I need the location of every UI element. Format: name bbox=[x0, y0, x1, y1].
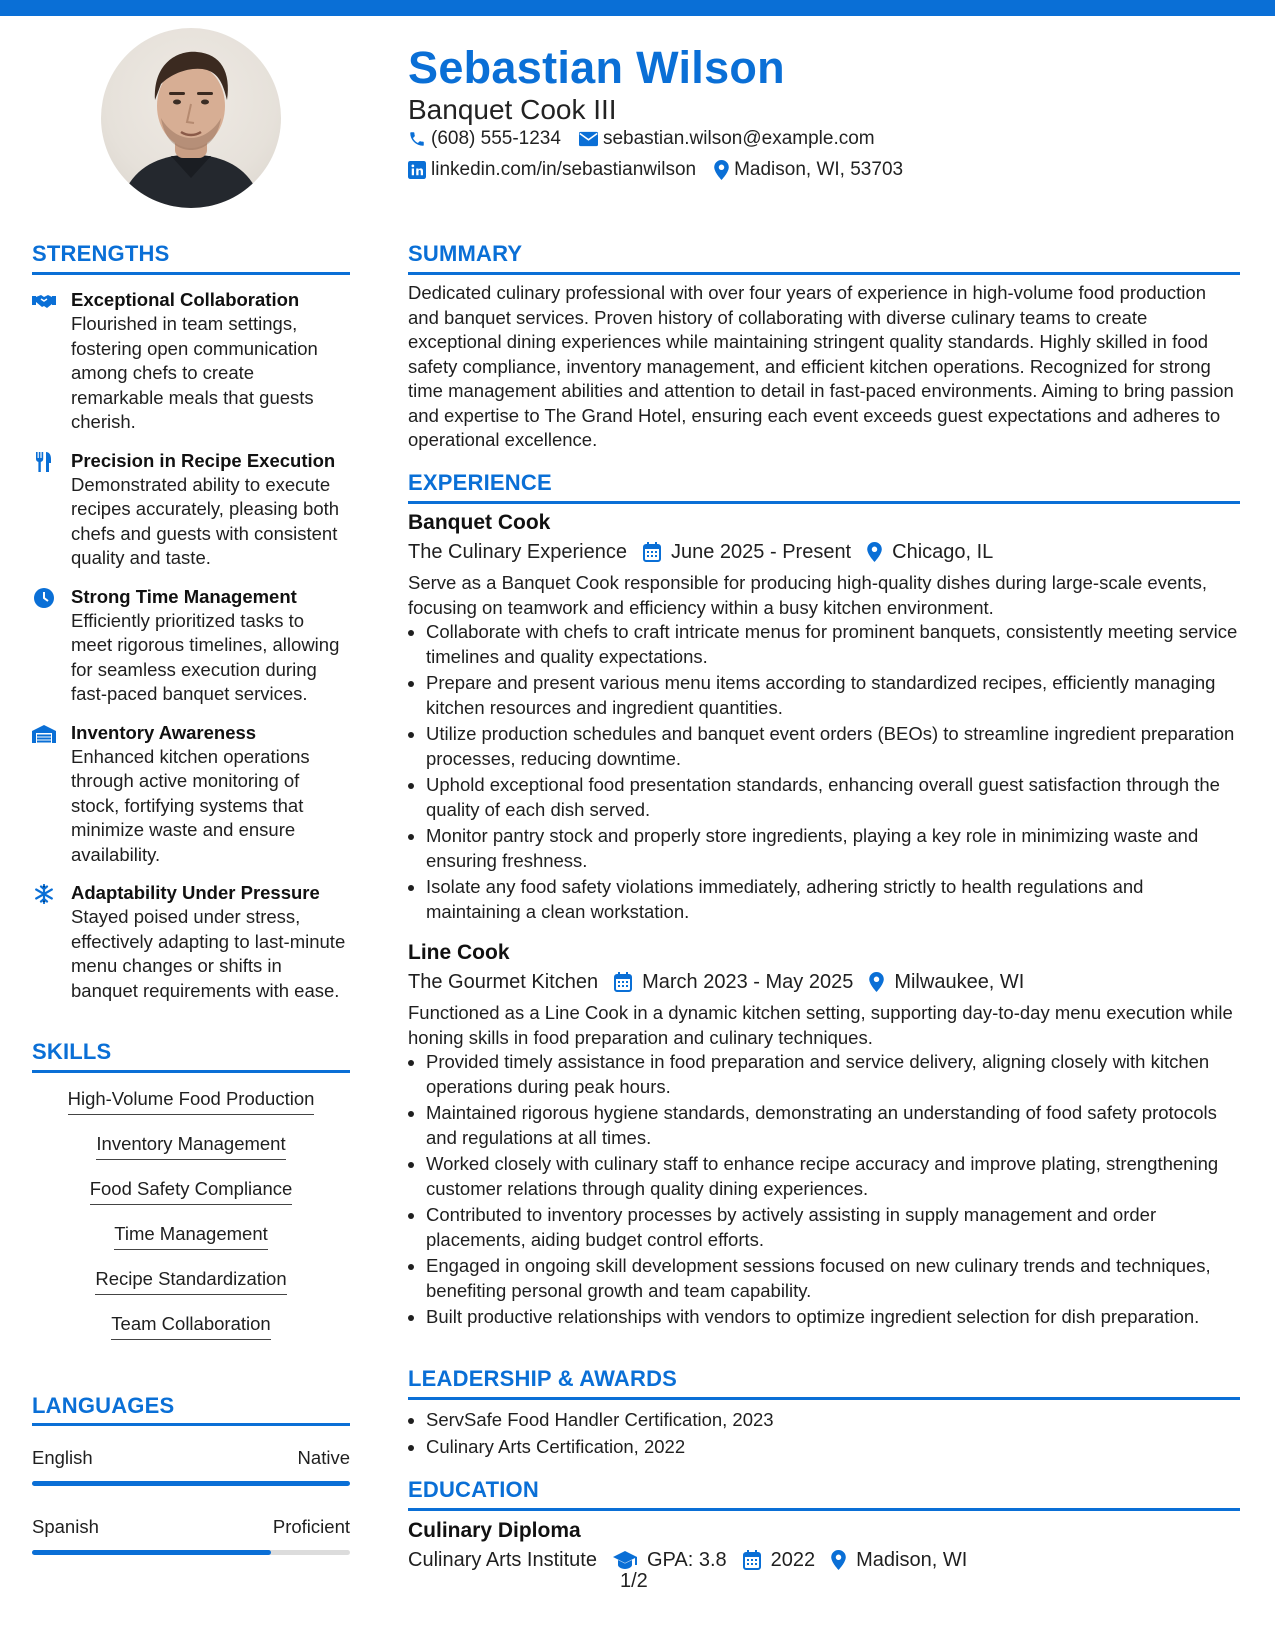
education-rule bbox=[408, 1508, 1240, 1511]
education-year: 2022 bbox=[770, 1549, 816, 1571]
job-bullet: • Engaged in ongoing skill development sessions focused on new culinary trends and techniques, benefiting personal growth and team capability. bbox=[426, 1254, 1240, 1303]
languages-heading: LANGUAGES bbox=[32, 1393, 175, 1418]
awards-list bbox=[408, 1408, 1240, 1461]
skills-rule bbox=[32, 1070, 350, 1073]
strength-desc: Enhanced kitchen operations through active monitoring of stock, fortifying systems that minimize waste and ensure availability. bbox=[71, 745, 310, 865]
strength-title: Exceptional Collaboration bbox=[71, 289, 300, 310]
summary-heading: SUMMARY bbox=[408, 241, 523, 266]
map-pin-icon bbox=[831, 1550, 846, 1570]
map-pin-icon bbox=[714, 160, 729, 180]
phone-text: (608) 555-1234 bbox=[431, 128, 561, 149]
job-bullets bbox=[408, 620, 1240, 924]
strength-desc: Stayed poised under stress, effectively adapting to last-minute menu changes or shifts in banquet requirements with ease. bbox=[71, 906, 346, 1001]
skill-item: Team Collaboration bbox=[111, 1312, 270, 1340]
clock-icon bbox=[32, 587, 56, 609]
job-bullet: • Isolate any food safety violations immediately, adhering strictly to health regulations and maintaining a clean workstation. bbox=[426, 875, 1240, 924]
award-item: • ServSafe Food Handler Certification, 2023 bbox=[426, 1408, 1240, 1433]
job-bullet: • Prepare and present various menu items according to standardized recipes, efficiently managing kitchen resources and ingredient quantities. bbox=[426, 671, 1240, 720]
utensils-icon bbox=[32, 451, 56, 473]
language-name: English bbox=[32, 1447, 93, 1468]
language-level: Proficient bbox=[272, 1516, 350, 1537]
linkedin-text: linkedin.com/in/sebastianwilson bbox=[431, 159, 697, 180]
skill-item: Recipe Standardization bbox=[95, 1267, 286, 1295]
job-location: Milwaukee, WI bbox=[894, 971, 1025, 993]
page-indicator: 1/2 bbox=[620, 1570, 648, 1592]
calendar-icon bbox=[643, 542, 661, 562]
language-level: Native bbox=[297, 1447, 350, 1468]
award-item: • Culinary Arts Certification, 2022 bbox=[426, 1435, 1240, 1460]
job-bullet: • Provided timely assistance in food preparation and service delivery, aligning closely with kitchen operations during peak hours. bbox=[426, 1050, 1240, 1099]
summary-rule bbox=[408, 272, 1240, 275]
job-bullet: • Worked closely with culinary staff to enhance recipe accuracy and improve plating, strengthening customer relations through quality dining experiences. bbox=[426, 1152, 1240, 1201]
job-bullet: • Monitor pantry stock and properly store ingredients, playing a key role in minimizing waste and ensuring freshness. bbox=[426, 824, 1240, 873]
calendar-icon bbox=[743, 1550, 761, 1570]
candidate-role: Banquet Cook III bbox=[408, 94, 617, 125]
education-year-wrap bbox=[743, 1545, 816, 1575]
handshake-icon bbox=[32, 290, 56, 312]
skill-item: High-Volume Food Production bbox=[68, 1087, 315, 1115]
profile-photo bbox=[101, 28, 281, 208]
job-meta bbox=[408, 537, 1240, 567]
job-dates: June 2025 - Present bbox=[671, 541, 852, 563]
strength-desc: Flourished in team settings, fostering open communication among chefs to create remarkable meals that guests cherish. bbox=[71, 313, 318, 432]
strength-item bbox=[32, 288, 350, 435]
job-description: Functioned as a Line Cook in a dynamic kitchen setting, supporting day-to-day menu execution while honing skills in food preparation and culinary techniques. bbox=[408, 1002, 1233, 1048]
strength-item bbox=[32, 721, 350, 868]
contact-row-1 bbox=[408, 128, 893, 150]
language-bar-fill bbox=[32, 1481, 350, 1486]
education-degree: Culinary Diploma bbox=[408, 1519, 581, 1542]
job-bullet: • Contributed to inventory processes by actively assisting in supply management and order placements, aiding budget control efforts. bbox=[426, 1203, 1240, 1252]
skill-item: Inventory Management bbox=[96, 1132, 285, 1160]
location-text: Madison, WI, 53703 bbox=[734, 159, 904, 180]
job-title: Line Cook bbox=[408, 941, 510, 964]
job-dates: March 2023 - May 2025 bbox=[642, 971, 854, 993]
strength-desc: Efficiently prioritized tasks to meet rigorous timelines, allowing for seamless execution during fast-paced banquet services. bbox=[71, 609, 340, 704]
job-location-wrap bbox=[867, 537, 993, 567]
skills-list bbox=[32, 1087, 350, 1357]
summary-text: Dedicated culinary professional with over four years of experience in high-volume food production and banquet services. Proven history of collaborating with diverse culinary teams to create exceptional dining experiences while maintaining stringent quality standards. Highly skilled in food safety compliance, inventory management, and efficient kitchen operations. Recognized for strong time management abilities and attention to detail in fast-paced environments. Aiming to bring passion and expertise to The Grand Hotel, ensuring each event exceeds guest expectations and adheres to operational excellence. bbox=[408, 282, 1234, 450]
strength-title: Inventory Awareness bbox=[71, 721, 257, 743]
languages-rule bbox=[32, 1423, 350, 1426]
graduation-cap-icon bbox=[613, 1551, 637, 1569]
skill-item: Food Safety Compliance bbox=[90, 1177, 293, 1205]
strengths-rule bbox=[32, 272, 350, 275]
language-name: Spanish bbox=[32, 1516, 99, 1537]
strength-desc: Demonstrated ability to execute recipes accurately, pleasing both chefs and guests with consistent quality and taste. bbox=[71, 473, 340, 568]
strengths-heading: STRENGTHS bbox=[32, 241, 170, 266]
candidate-name: Sebastian Wilson bbox=[408, 42, 785, 93]
experience-rule bbox=[408, 501, 1240, 504]
language-bar bbox=[32, 1550, 350, 1555]
strength-title: Strong Time Management bbox=[71, 585, 297, 607]
job-bullet: • Utilize production schedules and banquet event orders (BEOs) to streamline ingredient preparation processes, reducing downtime. bbox=[426, 722, 1240, 771]
job-bullet: • Maintained rigorous hygiene standards, demonstrating an understanding of food safety protocols and regulations at all times. bbox=[426, 1101, 1240, 1150]
language-bar-fill bbox=[32, 1550, 271, 1555]
language-item bbox=[32, 1516, 350, 1555]
awards-heading: LEADERSHIP & AWARDS bbox=[408, 1366, 678, 1391]
top-accent-bar bbox=[0, 0, 1275, 16]
job-entry bbox=[408, 939, 1240, 1332]
job-bullet: • Collaborate with chefs to craft intricate menus for prominent banquets, consistently meeting service timelines and quality expectations. bbox=[426, 620, 1240, 669]
map-pin-icon bbox=[867, 542, 882, 562]
phone-icon bbox=[408, 130, 426, 148]
job-dates-wrap bbox=[643, 537, 851, 567]
job-location-wrap bbox=[869, 967, 1024, 997]
map-pin-icon bbox=[869, 972, 884, 992]
awards-rule bbox=[408, 1397, 1240, 1400]
education-school: Culinary Arts Institute bbox=[408, 1549, 597, 1571]
strengths-list bbox=[32, 288, 350, 1017]
email-contact[interactable] bbox=[579, 128, 875, 150]
email-text: sebastian.wilson@example.com bbox=[602, 128, 875, 149]
strength-title: Adaptability Under Pressure bbox=[71, 882, 320, 903]
job-dates-wrap bbox=[614, 967, 853, 997]
language-item bbox=[32, 1447, 350, 1486]
strength-item bbox=[32, 449, 350, 571]
strength-item bbox=[32, 881, 350, 1003]
linkedin-contact[interactable] bbox=[408, 159, 696, 181]
envelope-icon bbox=[579, 131, 598, 147]
snowflake-icon bbox=[32, 883, 56, 905]
job-company: The Culinary Experience bbox=[408, 541, 627, 563]
education-location-wrap bbox=[831, 1545, 967, 1575]
language-bar bbox=[32, 1481, 350, 1486]
job-location: Chicago, IL bbox=[892, 541, 994, 563]
skill-item: Time Management bbox=[114, 1222, 268, 1250]
contact-row-2 bbox=[408, 159, 921, 181]
education-meta bbox=[408, 1545, 1240, 1575]
job-bullet: • Built productive relationships with vendors to optimize ingredient selection for dish preparation. bbox=[426, 1305, 1240, 1330]
strength-title: Precision in Recipe Execution bbox=[71, 449, 336, 471]
job-company: The Gourmet Kitchen bbox=[408, 971, 599, 993]
strength-item bbox=[32, 585, 350, 707]
linkedin-icon bbox=[408, 161, 426, 179]
calendar-icon bbox=[614, 972, 632, 992]
warehouse-icon bbox=[32, 723, 56, 745]
job-bullet: • Uphold exceptional food presentation standards, enhancing overall guest satisfaction through the quality of each dish served. bbox=[426, 773, 1240, 822]
job-description: Serve as a Banquet Cook responsible for producing high-quality dishes during large-scale events, focusing on teamwork and efficiency within a busy kitchen environment. bbox=[408, 572, 1208, 618]
experience-heading: EXPERIENCE bbox=[408, 470, 552, 495]
education-gpa: GPA: 3.8 bbox=[646, 1549, 727, 1571]
job-title: Banquet Cook bbox=[408, 511, 551, 534]
phone-contact[interactable] bbox=[408, 128, 561, 150]
job-bullets bbox=[408, 1050, 1240, 1330]
education-heading: EDUCATION bbox=[408, 1477, 539, 1502]
education-entry bbox=[408, 1517, 1240, 1575]
location-contact bbox=[714, 159, 903, 181]
skills-heading: SKILLS bbox=[32, 1039, 112, 1064]
education-location: Madison, WI bbox=[856, 1549, 968, 1571]
job-meta bbox=[408, 967, 1240, 997]
job-entry bbox=[408, 509, 1240, 926]
